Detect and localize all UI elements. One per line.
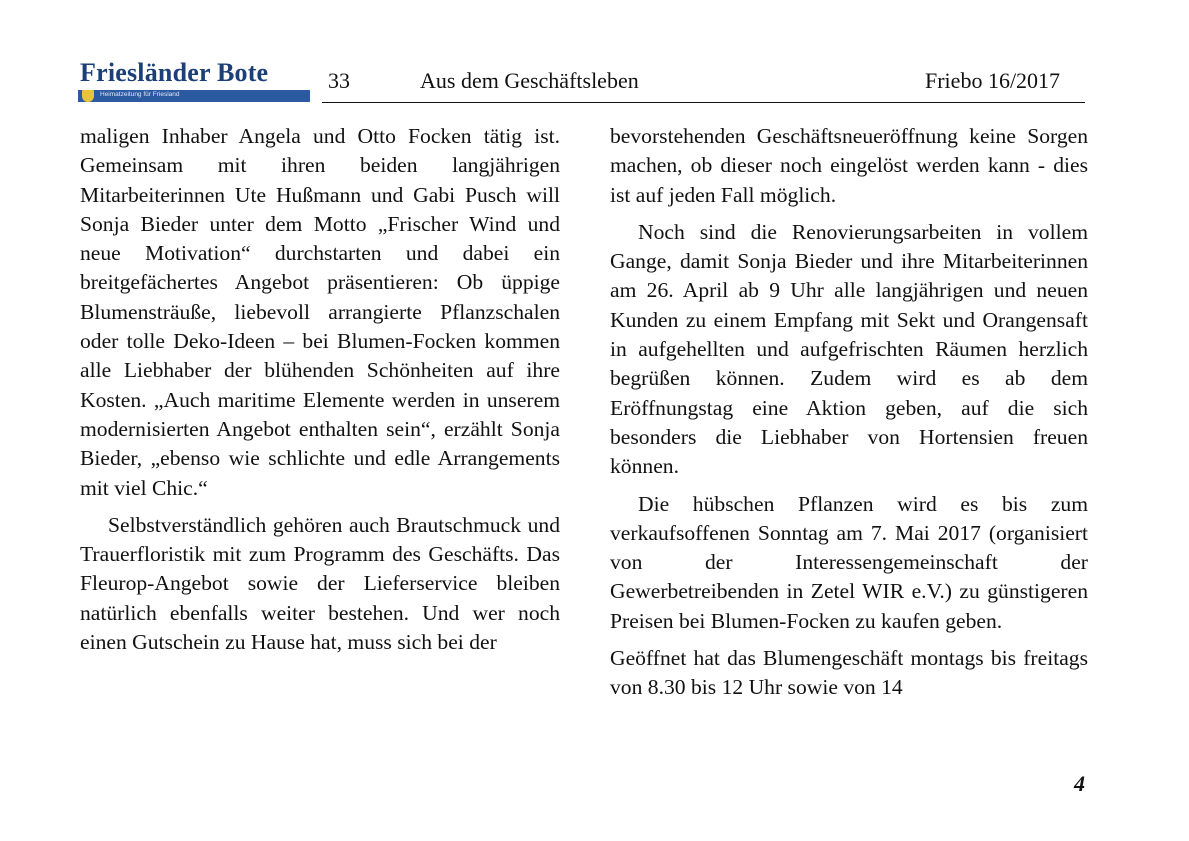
section-title: Aus dem Geschäftsleben bbox=[420, 68, 639, 93]
page-mark: 4 bbox=[1074, 771, 1085, 796]
article-column-right bbox=[610, 122, 1088, 703]
header-rule bbox=[322, 102, 1085, 103]
logo-title: Friesländer Bote bbox=[80, 58, 269, 87]
paragraph: Selbstverständlich gehören auch Brautschmuck und Trauerfloristik mit zum Programm des Geschäfts. Das Fleurop-Angebot sowie der Lieferservice bleiben natürlich ebenfalls weiter bestehen. Und wer noch einen Gutschein zu Hause hat, muss sich bei der bbox=[80, 512, 560, 655]
paragraph: bevorstehenden Geschäftsneueröffnung keine Sorgen machen, ob dieser noch eingelöst werden kann - dies ist auf jeden Fall möglich. bbox=[610, 124, 1088, 207]
paragraph: Die hübschen Pflanzen wird es bis zum verkaufsoffenen Sonntag am 7. Mai 2017 (organisiert von der Interessengemeinschaft der Gewerbetreibenden in Zetel WIR e.V.) zu günstigeren Preisen bei Blumen-Focken zu kaufen geben. bbox=[610, 491, 1088, 633]
paragraph: Geöffnet hat das Blumengeschäft montags bis freitags von 8.30 bis 12 Uhr sowie von 14 bbox=[610, 646, 1088, 700]
issue-label: Friebo 16/2017 bbox=[925, 68, 1061, 93]
page-number: 33 bbox=[328, 68, 350, 93]
logo-band-text: Heimatzeitung für Friesland bbox=[100, 91, 180, 98]
article-column-left bbox=[80, 122, 560, 657]
newspaper-logo bbox=[78, 60, 310, 112]
crest-icon bbox=[82, 90, 94, 102]
paragraph: Noch sind die Renovierungsarbeiten in vollem Gange, damit Sonja Bieder und ihre Mitarbeiterinnen am 26. April ab 9 Uhr alle langjährigen und neuen Kunden zu einem Empfang mit Sekt und Orangensaft in aufgehellten und aufgefrischten Räumen herzlich begrüßen können. Zudem wird es ab dem Eröffnungstag eine Aktion geben, auf die sich besonders die Liebhaber von Hortensien freuen können. bbox=[610, 219, 1088, 479]
paragraph: maligen Inhaber Angela und Otto Focken tätig ist. Gemeinsam mit ihren beiden langjährigen Mitarbeiterinnen Ute Hußmann und Gabi Pusch will Sonja Bieder unter dem Motto „Frischer Wind und neue Motivation“ durchstarten und dabei ein breitgefächertes Angebot präsentieren: Ob üppige Blumensträuße, liebevoll arrangierte Pflanzschalen oder tolle Deko-Ideen – bei Blumen-Focken kommen alle Liebhaber der blühenden Schönheiten auf ihre Kosten. „Auch maritime Elemente werden in unserem modernisierten Angebot enthalten sein“, erzählt Sonja Bieder, „ebenso wie schlichte und edle Arrangements mit viel Chic.“ bbox=[80, 124, 560, 500]
